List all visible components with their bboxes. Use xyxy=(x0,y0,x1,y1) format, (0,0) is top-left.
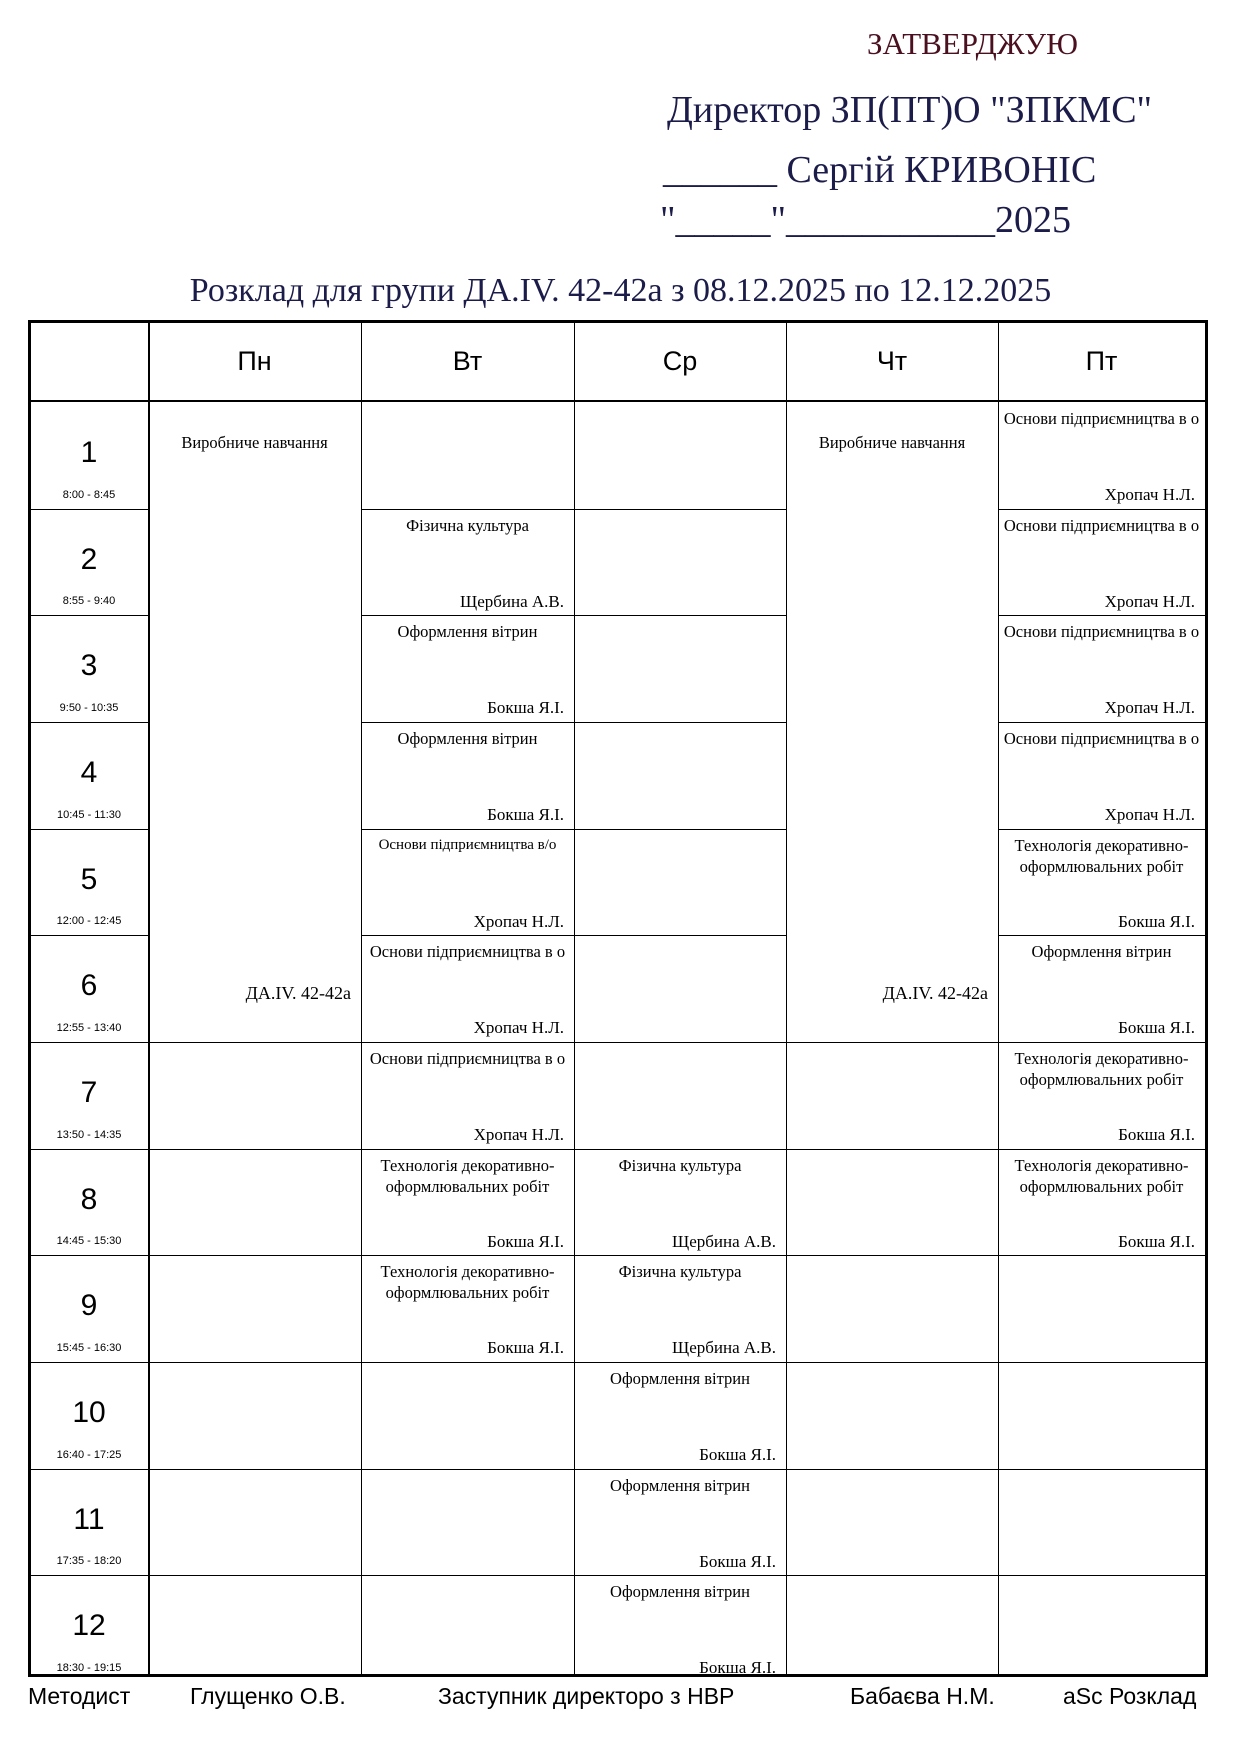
period-time: 10:45 - 11:30 xyxy=(56,809,121,821)
period-number: 9 xyxy=(80,1289,98,1322)
lesson-teacher: Бокша Я.І. xyxy=(487,1338,564,1357)
period-time: 12:55 - 13:40 xyxy=(56,1022,122,1034)
lesson-cell[interactable] xyxy=(361,722,574,829)
lesson-cell[interactable] xyxy=(574,1575,786,1682)
methodist-label: Методист xyxy=(28,1683,131,1709)
lesson-subject: Основи підприємництва в о xyxy=(1003,622,1200,641)
deputy-label: Заступник директоро з НВР xyxy=(438,1683,735,1709)
period-number: 3 xyxy=(80,649,98,682)
day-header: Пт xyxy=(1085,346,1118,376)
row-divider xyxy=(31,1042,148,1043)
lesson-teacher: Щербина А.В. xyxy=(672,1232,776,1251)
cell-divider xyxy=(998,1575,1205,1576)
lesson-cell[interactable] xyxy=(361,935,574,1042)
period-number: 6 xyxy=(80,969,98,1002)
lesson-teacher: Хропач Н.Л. xyxy=(1104,805,1195,824)
period-time: 12:00 - 12:45 xyxy=(56,915,122,927)
cell-divider xyxy=(786,1575,998,1576)
cell-divider xyxy=(786,1149,998,1150)
cell-divider xyxy=(361,1575,574,1576)
lesson-subject: Оформлення вітрин xyxy=(397,729,538,748)
lesson-teacher: Бокша Я.І. xyxy=(1118,912,1195,931)
schedule-grid xyxy=(28,320,1208,1677)
software-label: aSc Розклад xyxy=(1063,1683,1197,1709)
lesson-cell[interactable] xyxy=(361,1149,574,1256)
lesson-teacher: Бокша Я.І. xyxy=(487,805,564,824)
cell-divider xyxy=(786,1042,998,1043)
lesson-subject: Основи підприємництва в о xyxy=(369,1049,566,1068)
period-number: 7 xyxy=(80,1076,98,1109)
row-divider xyxy=(31,829,148,830)
lesson-subject: Оформлення вітрин xyxy=(1031,942,1172,961)
cell-divider xyxy=(148,1042,361,1043)
cell-divider xyxy=(148,1149,361,1150)
cell-divider xyxy=(998,1469,1205,1470)
lesson-subject: Виробниче навчання xyxy=(181,433,328,452)
lesson-cell[interactable] xyxy=(998,829,1205,936)
lesson-subject: Основи підприємництва в/о xyxy=(378,837,557,853)
lesson-teacher: Хропач Н.Л. xyxy=(1104,592,1195,611)
period-time: 16:40 - 17:25 xyxy=(56,1449,122,1461)
lesson-teacher: Хропач Н.Л. xyxy=(1104,698,1195,717)
lesson-teacher: Щербина А.В. xyxy=(460,592,564,611)
lesson-cell[interactable] xyxy=(998,615,1205,722)
lesson-teacher: Бокша Я.І. xyxy=(1118,1018,1195,1037)
cell-divider xyxy=(361,1362,574,1363)
lesson-cell[interactable] xyxy=(998,935,1205,1042)
lesson-teacher: Бокша Я.І. xyxy=(699,1552,776,1571)
cell-divider xyxy=(574,935,786,936)
row-divider xyxy=(31,1149,148,1150)
date-line: "_____"___________2025 xyxy=(660,199,1072,241)
lesson-cell[interactable] xyxy=(998,722,1205,829)
lesson-teacher: Хропач Н.Л. xyxy=(473,1125,564,1144)
row-divider xyxy=(31,1362,148,1363)
lesson-subject: Фізична культура xyxy=(406,516,529,535)
lesson-cell[interactable] xyxy=(998,1149,1205,1256)
schedule-title: Розклад для групи ДА.IV. 42-42а з 08.12.2025 по 12.12.2025 xyxy=(189,272,1052,309)
lesson-subject: Оформлення вітрин xyxy=(610,1369,750,1388)
period-number: 12 xyxy=(72,1609,106,1642)
lesson-subject: Оформлення вітрин xyxy=(610,1476,750,1495)
lesson-cell[interactable] xyxy=(574,1362,786,1469)
lesson-cell[interactable] xyxy=(361,1042,574,1149)
period-time: 8:00 - 8:45 xyxy=(62,489,116,501)
lesson-teacher: Бокша Я.І. xyxy=(1118,1232,1195,1251)
row-divider xyxy=(31,1255,148,1256)
day-header: Вт xyxy=(452,346,483,376)
cell-divider xyxy=(998,1362,1205,1363)
day-header: Пн xyxy=(237,346,272,376)
lesson-group: ДА.IV. 42-42а xyxy=(245,983,351,1003)
cell-divider xyxy=(574,615,786,616)
cell-divider xyxy=(786,1362,998,1363)
lesson-cell[interactable] xyxy=(574,1149,786,1256)
row-divider xyxy=(31,615,148,616)
cell-divider xyxy=(574,829,786,830)
period-number: 10 xyxy=(72,1396,106,1429)
lesson-teacher: Бокша Я.І. xyxy=(1118,1125,1195,1144)
lesson-subject: Технологія декоративно-оформлювальних робіт xyxy=(1014,836,1189,876)
period-time: 8:55 - 9:40 xyxy=(62,595,116,607)
lesson-cell[interactable] xyxy=(361,1255,574,1362)
cell-divider xyxy=(574,1042,786,1043)
signature-line: ______ Сергій КРИВОНІС xyxy=(663,149,1097,191)
period-number: 11 xyxy=(73,1503,105,1536)
lesson-cell[interactable] xyxy=(361,509,574,616)
lesson-teacher: Бокша Я.І. xyxy=(699,1658,776,1677)
cell-divider xyxy=(148,1255,361,1256)
approve-title: ЗАТВЕРДЖУЮ xyxy=(867,26,1078,61)
lesson-subject: Основи підприємництва в о xyxy=(1003,516,1200,535)
lesson-teacher: Хропач Н.Л. xyxy=(473,1018,564,1037)
day-header: Ср xyxy=(662,346,698,376)
director-line: Директор ЗП(ПТ)О "ЗПКМС" xyxy=(667,89,1153,131)
lesson-subject: Основи підприємництва в о xyxy=(369,942,566,961)
methodist-name: Глущенко О.В. xyxy=(190,1683,346,1709)
lesson-subject: Технологія декоративно-оформлювальних робіт xyxy=(1014,1156,1189,1196)
lesson-subject: Фізична культура xyxy=(618,1156,742,1175)
lesson-cell[interactable] xyxy=(361,829,574,936)
lesson-teacher: Хропач Н.Л. xyxy=(473,912,564,931)
lesson-cell[interactable] xyxy=(998,509,1205,616)
period-time: 14:45 - 15:30 xyxy=(56,1235,122,1247)
lesson-cell[interactable] xyxy=(148,402,361,1042)
lesson-subject: Оформлення вітрин xyxy=(610,1582,750,1601)
lesson-subject: Оформлення вітрин xyxy=(397,622,538,641)
period-number: 2 xyxy=(80,543,98,576)
lesson-teacher: Бокша Я.І. xyxy=(487,698,564,717)
lesson-cell[interactable] xyxy=(786,402,998,1042)
row-divider xyxy=(31,509,148,510)
period-time: 18:30 - 19:15 xyxy=(56,1662,122,1674)
period-time: 13:50 - 14:35 xyxy=(56,1129,122,1141)
cell-divider xyxy=(148,1469,361,1470)
lesson-subject: Технологія декоративно-оформлювальних робіт xyxy=(1014,1049,1189,1089)
lesson-subject: Технологія декоративно-оформлювальних робіт xyxy=(380,1156,555,1196)
lesson-subject: Основи підприємництва в о xyxy=(1003,729,1200,748)
lesson-cell[interactable] xyxy=(998,402,1205,509)
period-time: 9:50 - 10:35 xyxy=(59,702,119,714)
lesson-subject: Фізична культура xyxy=(618,1262,742,1281)
lesson-cell[interactable] xyxy=(361,615,574,722)
cell-divider xyxy=(786,1255,998,1256)
lesson-subject: Технологія декоративно-оформлювальних робіт xyxy=(380,1262,555,1302)
lesson-cell[interactable] xyxy=(574,1255,786,1362)
row-divider xyxy=(31,1575,148,1576)
cell-divider xyxy=(574,509,786,510)
cell-divider xyxy=(148,1575,361,1576)
lesson-subject: Основи підприємництва в о xyxy=(1003,409,1200,428)
row-divider xyxy=(31,1469,148,1470)
period-number: 5 xyxy=(80,863,98,896)
cell-divider xyxy=(361,1469,574,1470)
day-header: Чт xyxy=(876,346,908,376)
lesson-subject: Виробниче навчання xyxy=(818,433,966,452)
cell-divider xyxy=(786,1469,998,1470)
lesson-group: ДА.IV. 42-42а xyxy=(882,983,988,1003)
row-divider xyxy=(31,722,148,723)
cell-divider xyxy=(148,1362,361,1363)
cell-divider xyxy=(574,722,786,723)
deputy-name: Бабаєва Н.М. xyxy=(850,1683,995,1709)
lesson-teacher: Бокша Я.І. xyxy=(487,1232,564,1251)
lesson-teacher: Бокша Я.І. xyxy=(699,1445,776,1464)
period-time: 15:45 - 16:30 xyxy=(56,1342,122,1354)
lesson-teacher: Хропач Н.Л. xyxy=(1104,485,1195,504)
lesson-cell[interactable] xyxy=(574,1469,786,1576)
period-number: 4 xyxy=(80,756,98,789)
period-time: 17:35 - 18:20 xyxy=(56,1555,122,1567)
period-number: 8 xyxy=(80,1183,98,1216)
row-divider xyxy=(31,935,148,936)
lesson-teacher: Щербина А.В. xyxy=(672,1338,776,1357)
lesson-cell[interactable] xyxy=(998,1042,1205,1149)
period-number: 1 xyxy=(80,436,98,469)
